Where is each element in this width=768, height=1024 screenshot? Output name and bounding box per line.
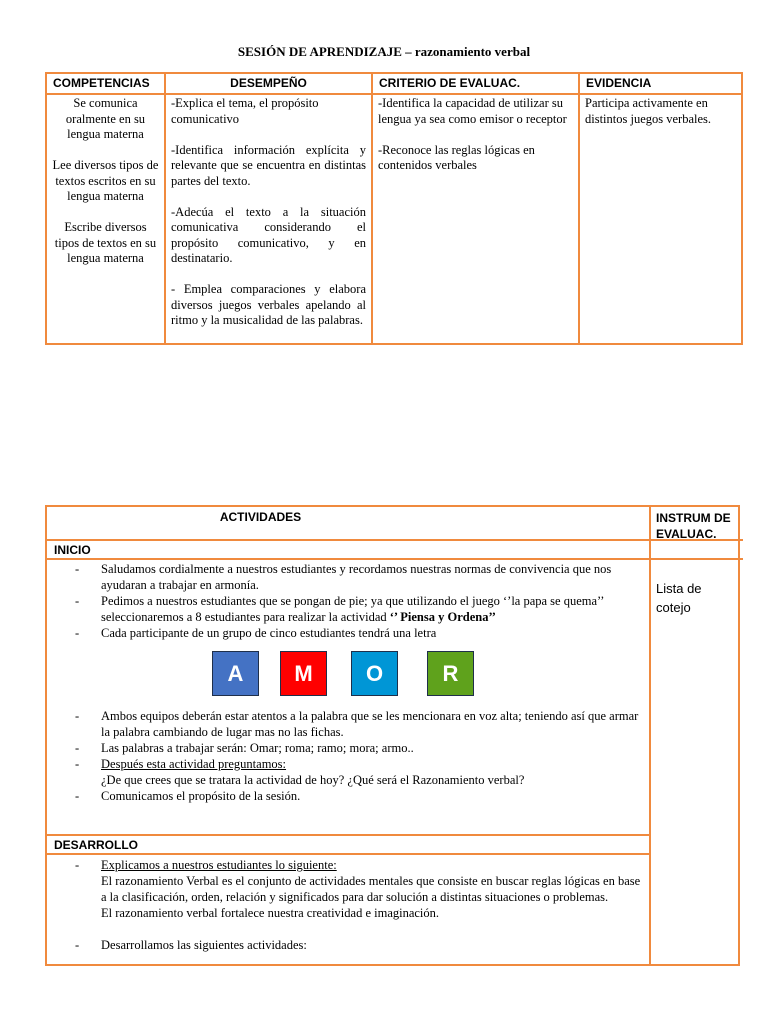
competencias-table xyxy=(45,72,743,345)
actividades-table xyxy=(45,505,740,966)
list-item: - Saludamos cordialmente a nuestros estudiantes y recordamos nuestras normas de convivencia que nos ayudaran a trabajar en armonía. xyxy=(75,561,641,593)
list-item-title: Explicamos a nuestros estudiantes lo siguiente: xyxy=(101,858,337,872)
competencia-item: Se comunica oralmente en su lengua materna xyxy=(65,96,146,141)
definition-text-2: El razonamiento verbal fortalece nuestra creatividad e imaginación. xyxy=(101,906,440,920)
row-divider xyxy=(47,539,743,541)
inicio-label: INICIO xyxy=(54,543,91,557)
list-item: - Ambos equipos deberán estar atentos a la palabra que se les mencionara en voz alta; teniendo así que armar la palabra cambiando de lugar mas no las fichas. xyxy=(75,708,641,740)
competencias-cell xyxy=(46,94,165,344)
header-desempeno: DESEMPEÑO xyxy=(165,73,372,94)
desempeno-item: -Identifica información explícita y relevante que se encuentra en distintas partes del texto. xyxy=(171,142,366,188)
actividades-header: ACTIVIDADES xyxy=(219,510,302,524)
list-item: - Las palabras a trabajar serán: Omar; roma; ramo; mora; armo.. xyxy=(75,740,641,756)
competencia-item: Escribe diversos tipos de textos en su lengua materna xyxy=(54,220,157,265)
list-item: - Cada participante de un grupo de cinco estudiantes tendrá una letra xyxy=(75,625,641,641)
activity-name: ‘’ Piensa y Ordena’’ xyxy=(389,610,496,624)
letter-tile-a: A xyxy=(212,651,259,696)
desempeno-item: - Emplea comparaciones y elabora diversos juegos verbales apelando al ritmo y la musicalidad de las palabras. xyxy=(171,282,366,327)
page-title: SESIÓN DE APRENDIZAJE – razonamiento verbal xyxy=(237,44,531,59)
instrumento-header: INSTRUM DE EVALUAC. xyxy=(656,511,731,541)
header-competencias: COMPETENCIAS xyxy=(46,73,165,94)
desempeno-item: -Explica el tema, el propósito comunicativo xyxy=(171,96,319,126)
spacer-item xyxy=(75,921,641,937)
desarrollo-label: DESARROLLO xyxy=(54,838,138,852)
desarrollo-list xyxy=(75,857,641,953)
list-item xyxy=(75,593,641,625)
criterio-item: -Reconoce las reglas lógicas en contenidos verbales xyxy=(378,142,535,172)
desempeno-cell xyxy=(165,94,372,344)
evidencia-cell xyxy=(579,94,742,344)
row-divider xyxy=(47,558,743,560)
desempeno-item: -Adecúa el texto a la situación comunicativa considerando el propósito comunicativo, y en destinatario. xyxy=(171,204,366,265)
column-divider xyxy=(649,507,651,964)
definition-text: El razonamiento Verbal es el conjunto de actividades mentales que consiste en buscar reglas lógicas en base a la clasificación, orden, relación y significados para dar solución a distintas situaciones o problemas. xyxy=(101,874,641,904)
list-item xyxy=(75,756,641,788)
list-item xyxy=(75,857,641,921)
instrumento-value: Lista de cotejo xyxy=(656,581,702,615)
letter-tile-r: R xyxy=(427,651,474,696)
criterio-cell xyxy=(372,94,579,344)
criterio-item: -Identifica la capacidad de utilizar su lengua ya sea como emisor o receptor xyxy=(378,96,567,126)
evidencia-text: Participa activamente en distintos juegos verbales. xyxy=(585,96,712,126)
list-item-title: Después esta actividad preguntamos: xyxy=(101,757,287,771)
list-item: - Comunicamos el propósito de la sesión. xyxy=(75,788,641,804)
list-item-text: Pedimos a nuestros estudiantes que se pongan de pie; ya que utilizando el juego ‘’la papa se quema’’ seleccionaremos a 8 estudiantes para realizar la actividad xyxy=(101,594,604,624)
inicio-list-continued xyxy=(75,708,641,804)
letter-tile-o: O xyxy=(351,651,398,696)
inicio-list xyxy=(75,561,641,641)
row-divider xyxy=(47,853,651,855)
list-item: - Desarrollamos las siguientes actividades: xyxy=(75,937,641,953)
letter-tile-m: M xyxy=(280,651,327,696)
question-text: ¿De que crees que se tratara la actividad de hoy? ¿Qué será el Razonamiento verbal? xyxy=(101,773,525,787)
header-criterio: CRITERIO DE EVALUAC. xyxy=(372,73,579,94)
row-divider xyxy=(47,834,651,836)
competencia-item: Lee diversos tipos de textos escritos en su lengua materna xyxy=(52,158,159,203)
header-evidencia: EVIDENCIA xyxy=(579,73,742,94)
